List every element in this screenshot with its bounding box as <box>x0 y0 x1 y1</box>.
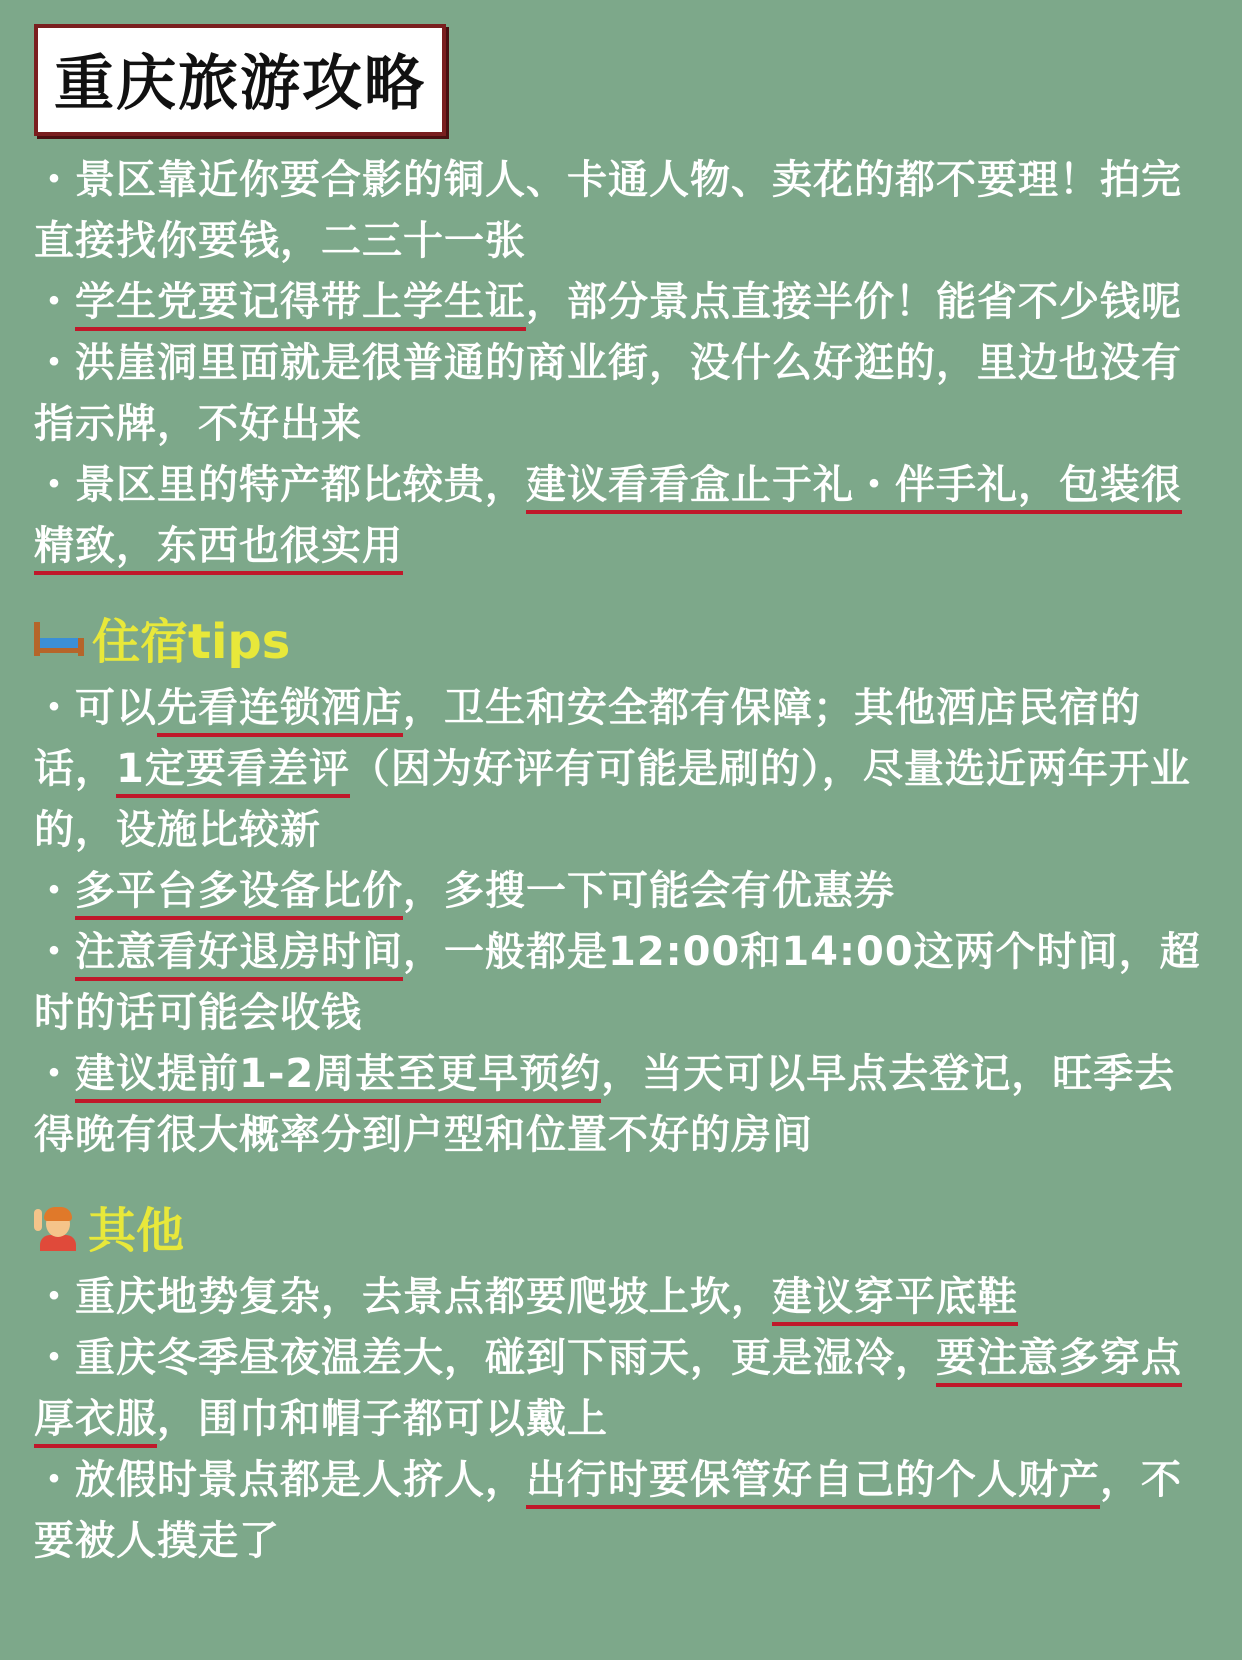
section-lodging-tips <box>34 678 1210 1166</box>
heading-text: 其他 <box>88 1203 185 1259</box>
tip-text: ，多搜一下可能会有优惠券 <box>403 868 895 914</box>
section-scenic-tips <box>34 150 1210 577</box>
tip-text: ，不要被人摸走了 <box>34 1457 1182 1564</box>
tip-paragraph <box>34 1044 1210 1166</box>
page-title: 重庆旅游攻略 <box>54 49 426 119</box>
underlined-text: 学生党要记得带上学生证 <box>75 279 526 331</box>
tip-text: ・放假时景点都是人挤人， <box>34 1457 526 1503</box>
tip-text: ・可以 <box>34 685 157 731</box>
tip-text: ，一般都是12:00和14:00这两个时间，超时的话可能会收钱 <box>34 929 1201 1036</box>
section-heading-other <box>34 1192 1210 1261</box>
tip-text: ・ <box>34 868 75 914</box>
tip-text: ，部分景点直接半价！能省不少钱呢 <box>526 279 1182 325</box>
tip-paragraph <box>34 861 1210 922</box>
underlined-text: 先看连锁酒店 <box>157 685 403 737</box>
tip-text: ・ <box>34 1051 75 1097</box>
article <box>34 24 1210 1572</box>
tip-paragraph <box>34 678 1210 861</box>
tip-paragraph <box>34 1328 1210 1450</box>
underlined-text: 注意看好退房时间 <box>75 929 403 981</box>
bed-icon <box>34 620 84 656</box>
tip-paragraph <box>34 1267 1210 1328</box>
underlined-text: 要注意多穿点厚衣服 <box>34 1335 1182 1448</box>
tip-text: ・重庆地势复杂，去景点都要爬坡上坎， <box>34 1274 772 1320</box>
underlined-text: 出行时要保管好自己的个人财产 <box>526 1457 1100 1509</box>
tip-paragraph <box>34 150 1210 272</box>
tip-text: ，卫生和安全都有保障；其他酒店民宿的话， <box>34 685 1141 792</box>
tip-paragraph <box>34 455 1210 577</box>
underlined-text: 1定要看差评 <box>116 746 350 798</box>
tip-text: ，围巾和帽子都可以戴上 <box>157 1396 608 1442</box>
tip-text: ・ <box>34 929 75 975</box>
tip-paragraph <box>34 922 1210 1044</box>
tip-paragraph <box>34 1450 1210 1572</box>
tip-text: ，当天可以早点去登记，旺季去得晚有很大概率分到户型和位置不好的房间 <box>34 1051 1176 1158</box>
tip-paragraph <box>34 272 1210 333</box>
section-other-tips <box>34 1267 1210 1572</box>
underlined-text: 建议提前1-2周甚至更早预约 <box>75 1051 601 1103</box>
tip-text: ・洪崖洞里面就是很普通的商业街，没什么好逛的，里边也没有指示牌，不好出来 <box>34 340 1182 447</box>
underlined-text: 建议看看盒止于礼・伴手礼，包装很精致，东西也很实用 <box>34 462 1182 575</box>
tip-text: ・ <box>34 279 75 325</box>
person-raising-hand-icon <box>34 1203 80 1251</box>
tip-text: ・景区里的特产都比较贵， <box>34 462 526 508</box>
tip-text: ・重庆冬季昼夜温差大，碰到下雨天，更是湿冷， <box>34 1335 936 1381</box>
title-box <box>34 24 446 136</box>
underlined-text: 建议穿平底鞋 <box>772 1274 1018 1326</box>
section-heading-lodging <box>34 603 1210 672</box>
tip-text: ・景区靠近你要合影的铜人、卡通人物、卖花的都不要理！拍完直接找你要钱，二三十一张 <box>34 157 1182 264</box>
underlined-text: 多平台多设备比价 <box>75 868 403 920</box>
tip-paragraph <box>34 333 1210 455</box>
tip-text: （因为好评有可能是刷的），尽量选近两年开业的，设施比较新 <box>34 746 1191 853</box>
heading-text: 住宿tips <box>92 614 291 670</box>
